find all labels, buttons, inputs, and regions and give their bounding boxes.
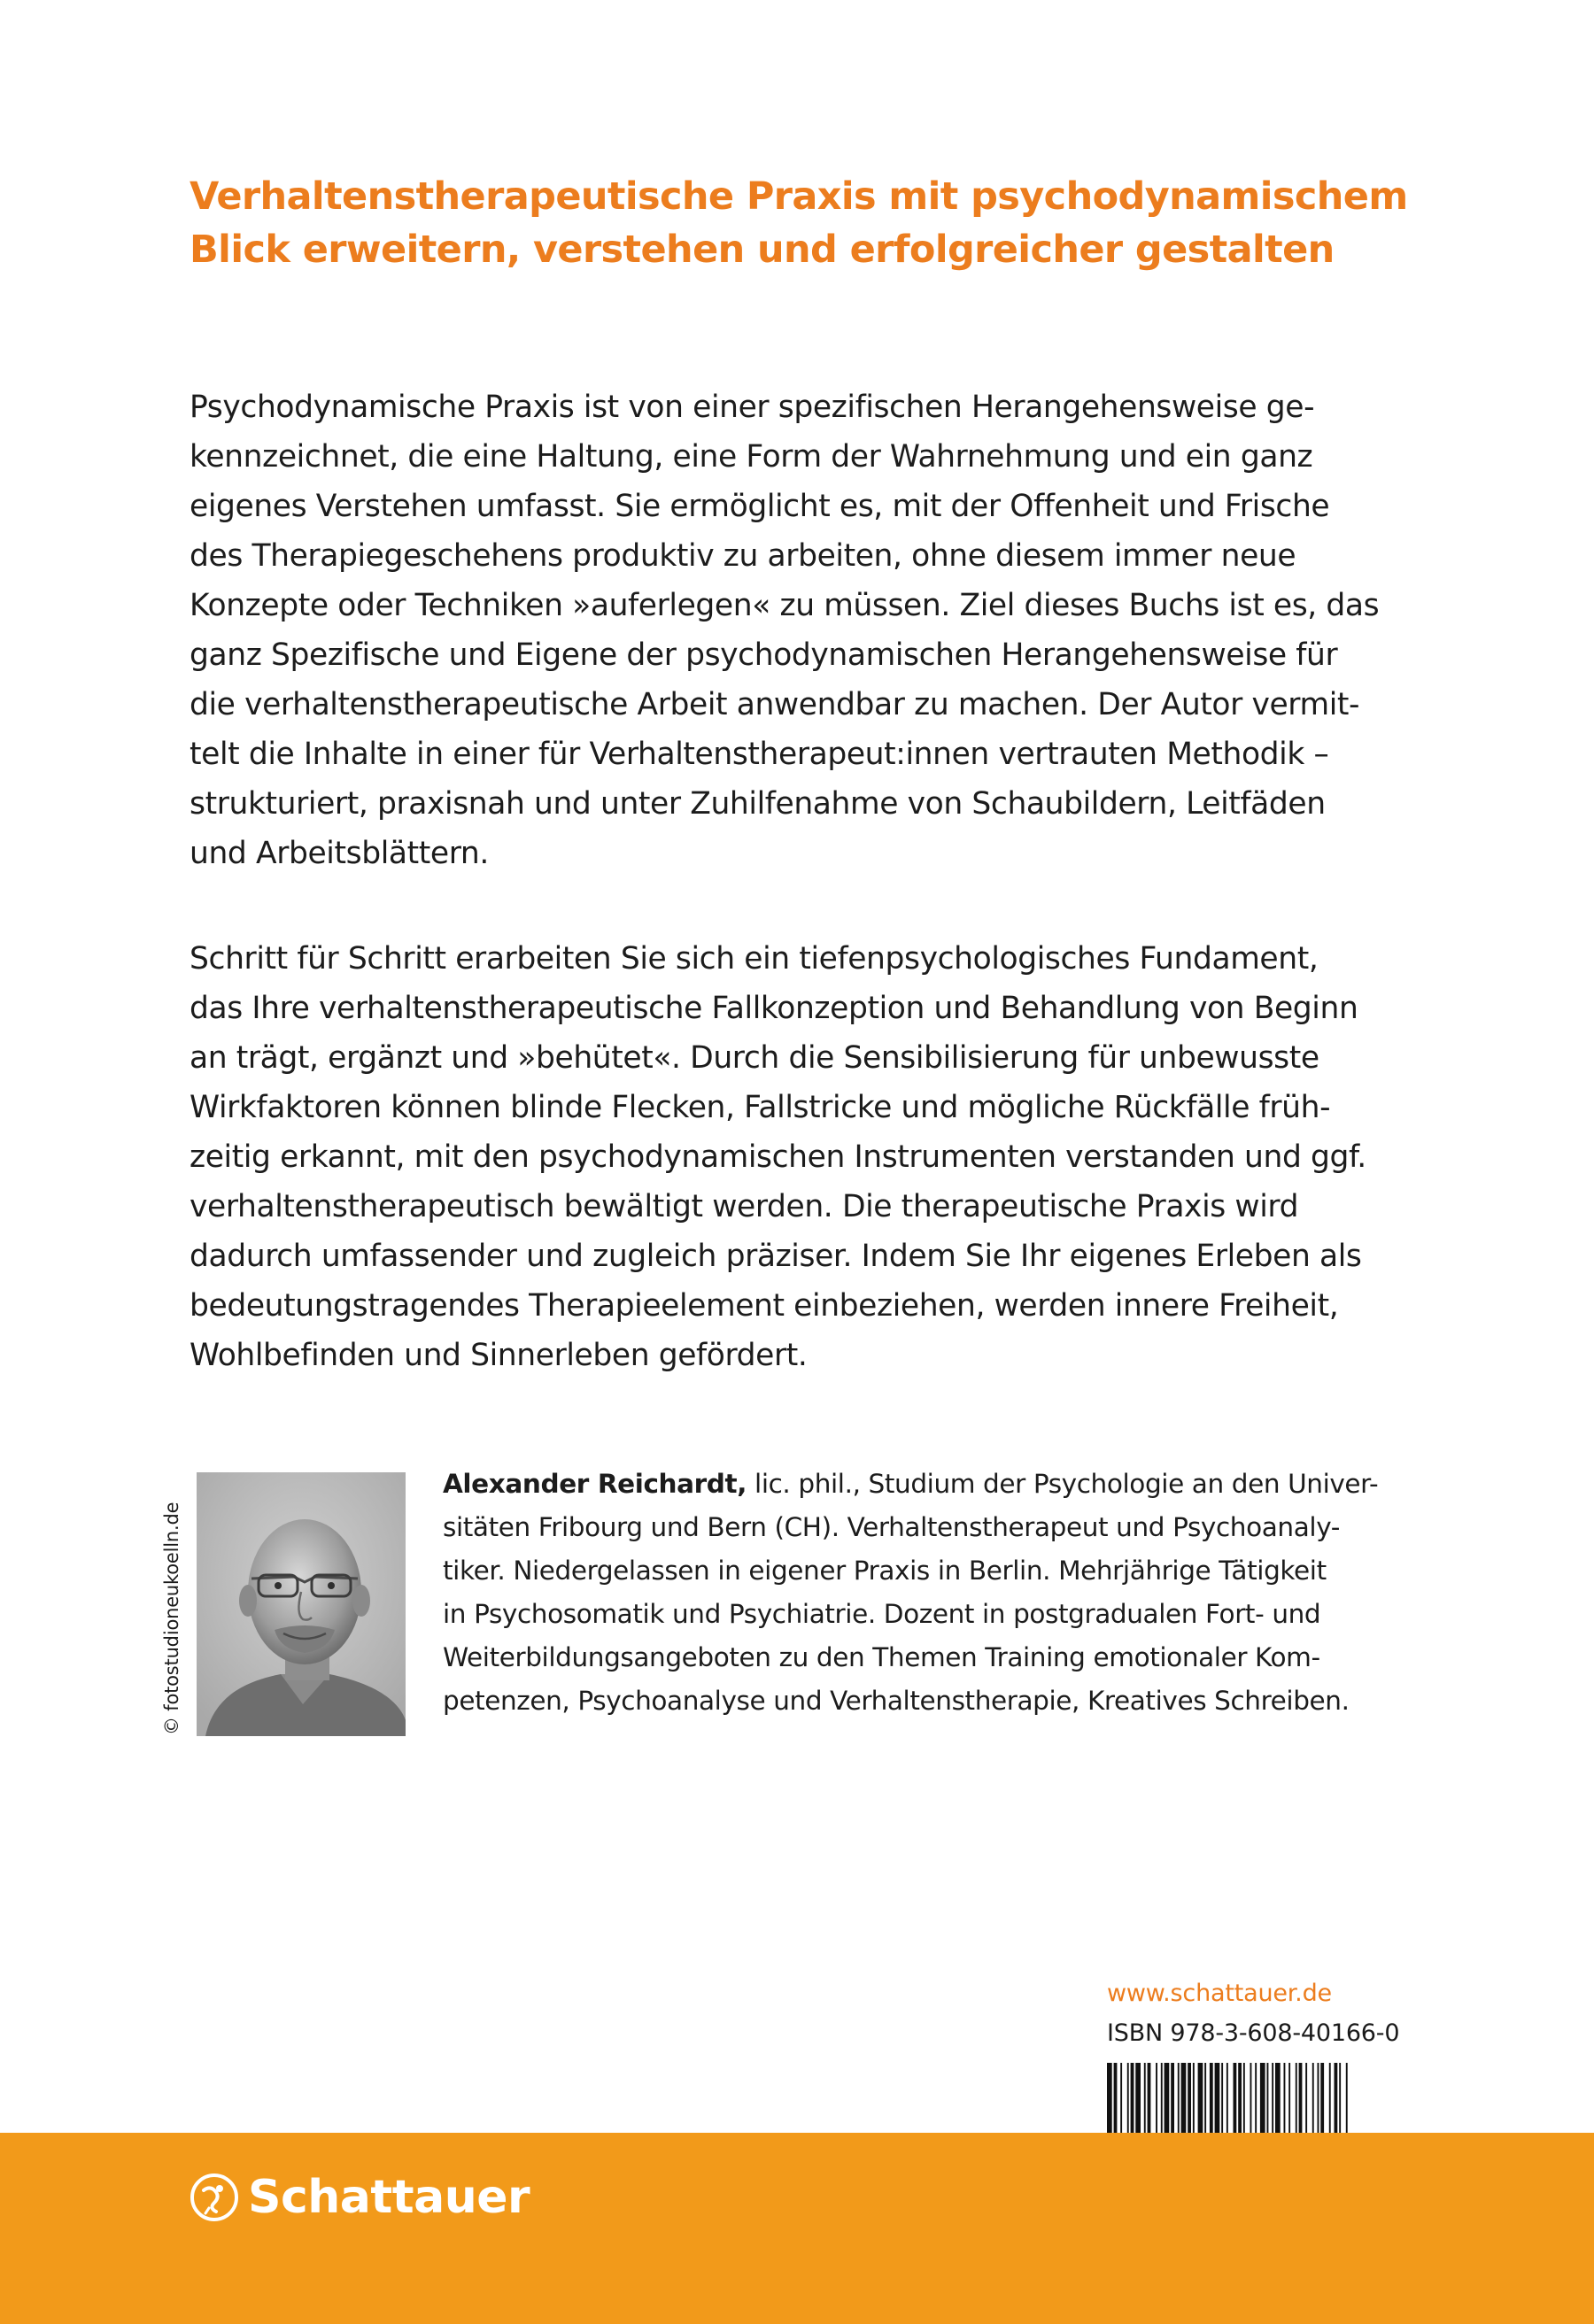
- barcode-bar: [1339, 2063, 1341, 2135]
- isbn: ISBN 978-3-608-40166-0: [1107, 2019, 1400, 2047]
- text-line: Schritt für Schritt erarbeiten Sie sich ein tiefenpsychologisches Fundament,: [190, 941, 1319, 977]
- barcode-bar: [1156, 2063, 1157, 2135]
- barcode-bar: [1215, 2063, 1220, 2135]
- text-line: strukturiert, praxisnah und unter Zuhilfenahme von Schaubildern, Leitfäden: [190, 786, 1326, 822]
- text-line: dadurch umfassender und zugleich präziser. Indem Sie Ihr eigenes Erleben als: [190, 1239, 1362, 1274]
- barcode-bar: [1135, 2063, 1141, 2135]
- author-name: Alexander Reichardt,: [443, 1469, 747, 1499]
- publisher-logo: [190, 2171, 530, 2224]
- text-line: tiker. Niedergelassen in eigener Praxis in Berlin. Mehrjährige Tätigkeit: [443, 1556, 1327, 1586]
- text-line: und Arbeitsblättern.: [190, 836, 489, 871]
- publisher-url[interactable]: www.schattauer.de: [1107, 1980, 1332, 2007]
- barcode-bar: [1171, 2063, 1174, 2135]
- barcode-bar: [1188, 2063, 1191, 2135]
- barcode-bar: [1320, 2063, 1324, 2135]
- text-line: kennzeichnet, die eine Haltung, eine Form der Wahrnehmung und ein ganz: [190, 439, 1313, 475]
- barcode-bar: [1329, 2063, 1331, 2135]
- text-line: Wirkfaktoren können blinde Flecken, Fallstricke und mögliche Rückfälle früh-: [190, 1090, 1331, 1125]
- text-line: an trägt, ergänzt und »behütet«. Durch die Sensibilisierung für unbewusste: [190, 1040, 1319, 1076]
- barcode-bar: [1131, 2063, 1134, 2135]
- text-line: zeitig erkannt, mit den psychodynamischen Instrumenten verstanden und ggf.: [190, 1139, 1366, 1175]
- text-line: telt die Inhalte in einer für Verhaltenstherapeut:innen vertrauten Methodik –: [190, 737, 1329, 772]
- text-line: sitäten Fribourg und Bern (CH). Verhaltenstherapeut und Psychoanaly-: [443, 1512, 1340, 1542]
- barcode-bar: [1250, 2063, 1252, 2135]
- headline-line: Verhaltenstherapeutische Praxis mit psychodynamischem: [190, 174, 1408, 219]
- author-bio: [443, 1463, 1435, 1723]
- barcode-bar: [1234, 2063, 1237, 2135]
- footer-band: [0, 2133, 1594, 2324]
- text-line: Psychodynamische Praxis ist von einer spezifischen Herangehensweise ge-: [190, 390, 1315, 425]
- text-line: Weiterbildungsangeboten zu den Themen Training emotionaler Kom-: [443, 1642, 1320, 1672]
- barcode-bar: [1288, 2063, 1290, 2135]
- barcode-bar: [1144, 2063, 1146, 2135]
- barcode-bar: [1178, 2063, 1180, 2135]
- barcode-bar: [1181, 2063, 1187, 2135]
- barcode-bar: [1221, 2063, 1223, 2135]
- barcode-bar: [1346, 2063, 1348, 2135]
- barcode-bar: [1318, 2063, 1319, 2135]
- barcode-bar: [1204, 2063, 1206, 2135]
- text-line: ganz Spezifische und Eigene der psychodynamischen Herangehensweise für: [190, 637, 1338, 673]
- barcode-bar: [1114, 2063, 1118, 2135]
- headline-line: Blick erweitern, verstehen und erfolgreicher gestalten: [190, 228, 1335, 272]
- headline: [190, 170, 1429, 276]
- barcode-bar: [1120, 2063, 1122, 2135]
- barcode-bar: [1255, 2063, 1257, 2135]
- barcode-bar: [1161, 2063, 1163, 2135]
- description-paragraph-2: [190, 934, 1429, 1380]
- barcode-bar: [1275, 2063, 1281, 2135]
- text-line: das Ihre verhaltenstherapeutische Fallkonzeption und Behandlung von Beginn: [190, 991, 1358, 1026]
- barcode-bar: [1335, 2063, 1338, 2135]
- barcode-bar: [1148, 2063, 1151, 2135]
- text-line: Wohlbefinden und Sinnerleben gefördert.: [190, 1338, 808, 1373]
- barcode-bar: [1193, 2063, 1195, 2135]
- barcode: [1107, 2063, 1408, 2135]
- text-line: Konzepte oder Techniken »auferlegen« zu müssen. Ziel dieses Buchs ist es, das: [190, 588, 1380, 623]
- author-bio-first-line: [443, 1463, 1435, 1506]
- barcode-bar: [1226, 2063, 1228, 2135]
- barcode-bar: [1260, 2063, 1265, 2135]
- barcode-bar: [1305, 2063, 1307, 2135]
- barcode-bar: [1210, 2063, 1213, 2135]
- text-line: bedeutungstragendes Therapieelement einbeziehen, werden innere Freiheit,: [190, 1288, 1339, 1324]
- barcode-bar: [1284, 2063, 1286, 2135]
- barcode-bar: [1272, 2063, 1273, 2135]
- barcode-bar: [1312, 2063, 1314, 2135]
- barcode-bar: [1198, 2063, 1203, 2135]
- barcode-bar: [1238, 2063, 1242, 2135]
- text-line: eigenes Verstehen umfasst. Sie ermöglicht es, mit der Offenheit und Frische: [190, 489, 1330, 524]
- barcode-bar: [1296, 2063, 1297, 2135]
- author-portrait-image: [197, 1472, 406, 1736]
- author-photo: [197, 1472, 406, 1736]
- text-line: die verhaltenstherapeutische Arbeit anwendbar zu machen. Der Autor vermit-: [190, 687, 1360, 722]
- author-bio-first-line-rest: lic. phil., Studium der Psychologie an den Univer-: [747, 1469, 1379, 1499]
- text-line: petenzen, Psychoanalyse und Verhaltenstherapie, Kreatives Schreiben.: [443, 1686, 1350, 1716]
- barcode-bar: [1165, 2063, 1170, 2135]
- description-paragraph-1: [190, 382, 1429, 878]
- barcode-bar: [1267, 2063, 1269, 2135]
- text-line: verhaltenstherapeutisch bewältigt werden. Die therapeutische Praxis wird: [190, 1189, 1299, 1224]
- publisher-logo-text: Schattauer: [248, 2171, 530, 2224]
- barcode-bar: [1243, 2063, 1245, 2135]
- barcode-bar: [1127, 2063, 1129, 2135]
- photo-credit: © fotostudioneukoelln.de: [161, 1502, 182, 1735]
- schattauer-logo-icon: [190, 2173, 239, 2222]
- barcode-bar: [1107, 2063, 1112, 2135]
- text-line: des Therapiegeschehens produktiv zu arbeiten, ohne diesem immer neue: [190, 538, 1296, 574]
- text-line: in Psychosomatik und Psychiatrie. Dozent in postgradualen Fort- und: [443, 1599, 1321, 1629]
- barcode-bar: [1299, 2063, 1303, 2135]
